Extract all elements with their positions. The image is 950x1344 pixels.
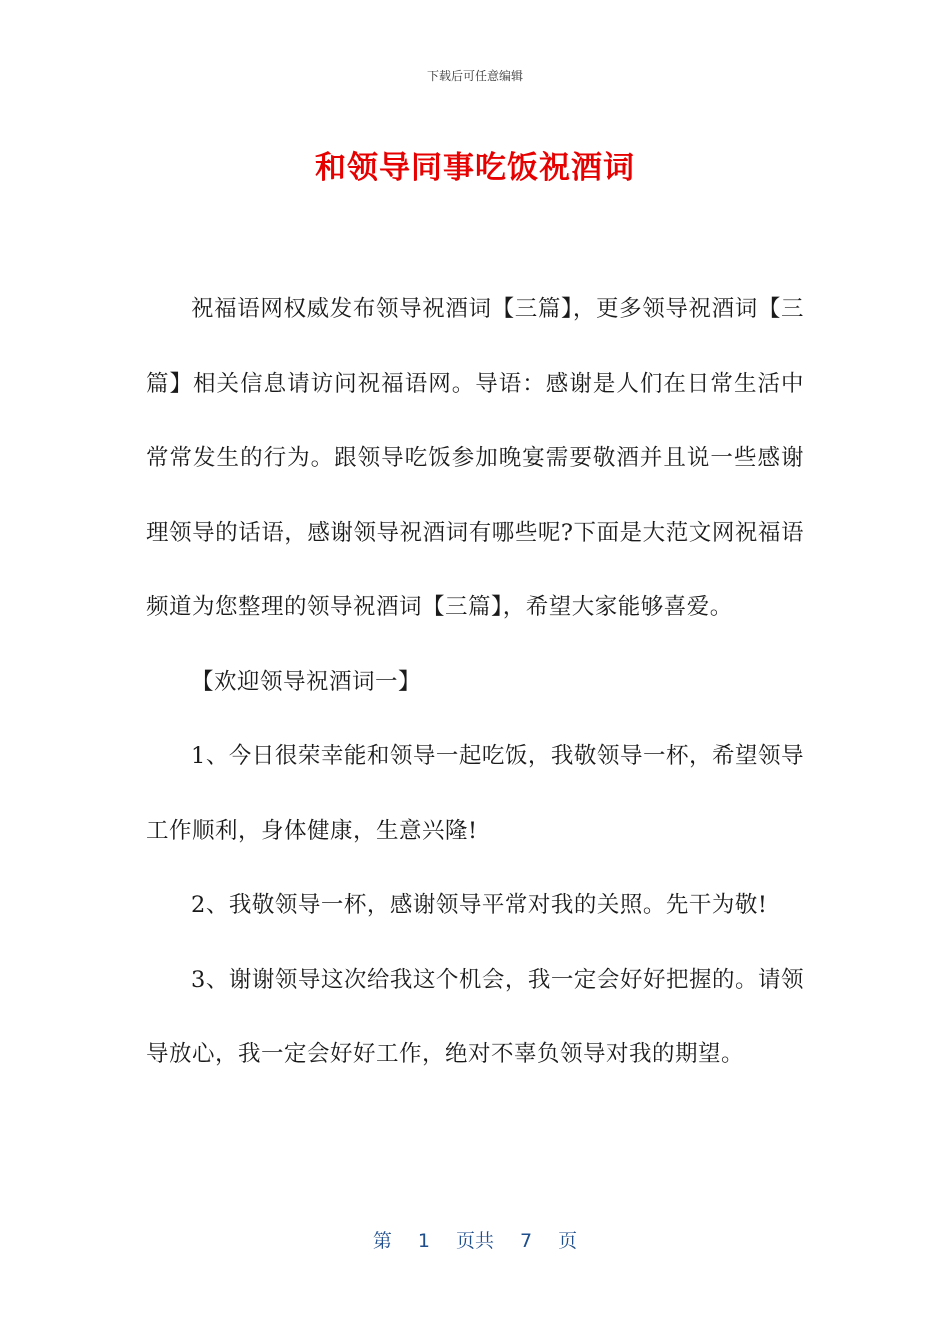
document-title: 和领导同事吃饭祝酒词 bbox=[315, 150, 635, 186]
header-note: 下载后可任意编辑 bbox=[426, 69, 523, 83]
footer-middle: 页共 bbox=[455, 1230, 494, 1252]
toast-item-3: 3、谢谢领导这次给我这个机会，我一定会好好把握的。请领导放心，我一定会好好工作，绝对不辜负领导对我的期望。 bbox=[146, 966, 804, 1067]
section-heading: 【欢迎领导祝酒词一】 bbox=[191, 668, 422, 695]
total-pages-number: 7 bbox=[520, 1230, 533, 1252]
document-body bbox=[146, 272, 804, 1092]
current-page-number: 1 bbox=[417, 1230, 430, 1252]
page-footer bbox=[0, 1226, 950, 1253]
intro-paragraph: 祝福语网权威发布领导祝酒词【三篇】，更多领导祝酒词【三篇】相关信息请访问祝福语网。导语：感谢是人们在日常生活中常常发生的行为。跟领导吃饭参加晚宴需要敬酒并且说一些感谢理领导的话语，感谢领导祝酒词有哪些呢?下面是大范文网祝福语频道为您整理的领导祝酒词【三篇】，希望大家能够喜爱。 bbox=[146, 296, 804, 620]
toast-item-1: 1、今日很荣幸能和领导一起吃饭，我敬领导一杯，希望领导工作顺利，身体健康，生意兴隆! bbox=[146, 743, 804, 844]
toast-item-2: 2、我敬领导一杯，感谢领导平常对我的关照。先干为敬! bbox=[191, 892, 768, 918]
footer-suffix: 页 bbox=[558, 1230, 578, 1252]
footer-prefix: 第 bbox=[372, 1230, 392, 1252]
